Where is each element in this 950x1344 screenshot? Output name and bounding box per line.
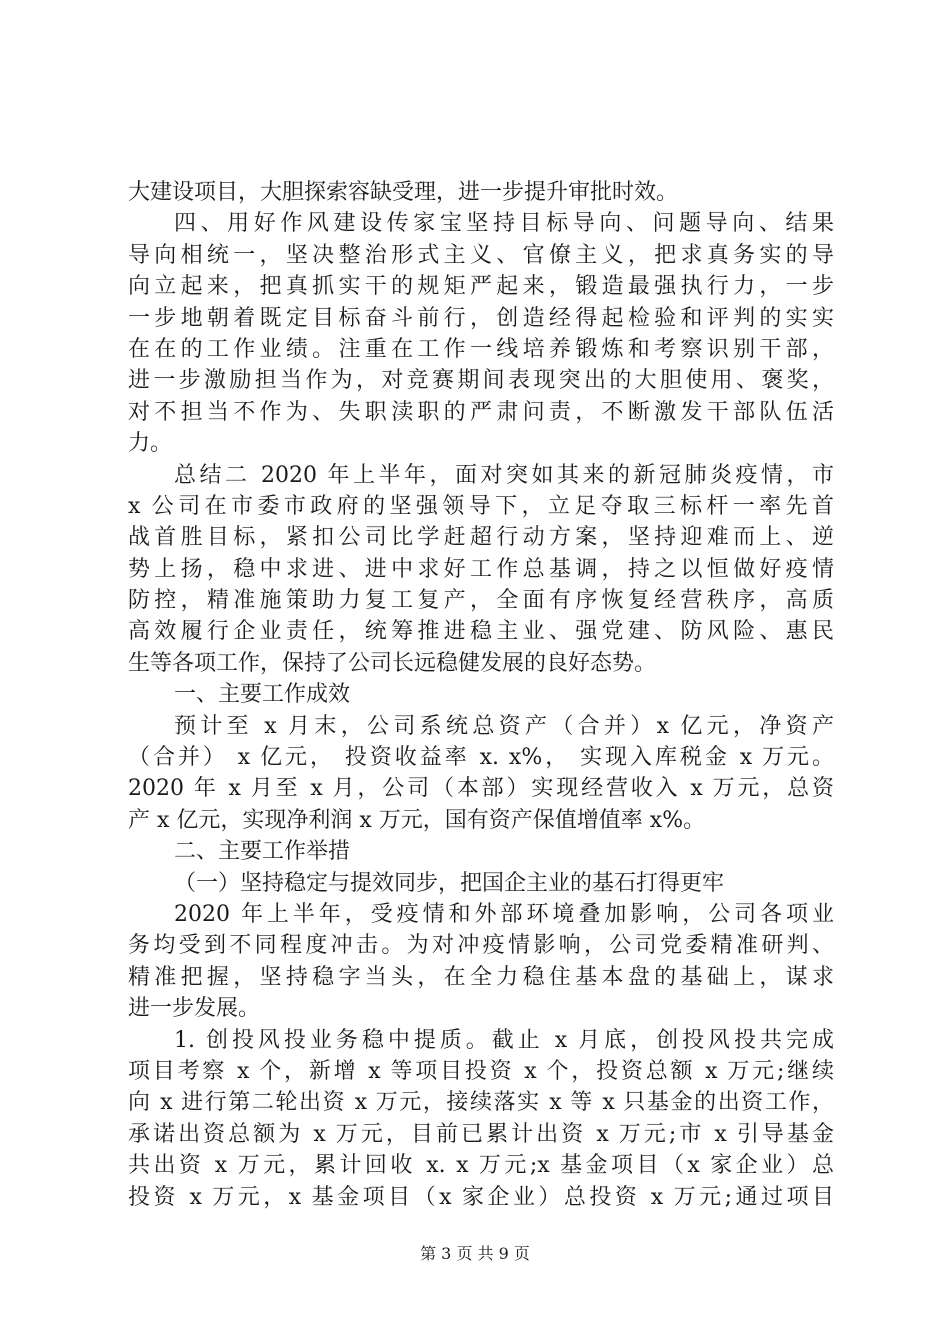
text-line: 高效履行企业责任，统筹推进稳主业、强党建、防风险、惠民 [128, 619, 834, 645]
text-line: 进一步发展。 [128, 996, 261, 1022]
text-line: 进一步激励担当作为，对竞赛期间表现突出的大胆使用、褒奖， [128, 368, 834, 394]
text-line: 战首胜目标，紧扣公司比学赶超行动方案，坚持迎难而上、逆 [128, 525, 834, 551]
text-line: 投资 x 万元，x 基金项目（x 家企业）总投资 x 万元;通过项目 [128, 1184, 834, 1210]
text-line: 总结二 2020 年上半年，面对突如其来的新冠肺炎疫情，市 [174, 462, 834, 488]
text-line: 对不担当不作为、失职渎职的严肃问责，不断激发干部队伍活 [128, 399, 834, 425]
text-line: x 公司在市委市政府的坚强领导下，立足夺取三标杆一率先首 [128, 493, 834, 519]
text-line: 1. 创投风投业务稳中提质。截止 x 月底，创投风投共完成 [174, 1027, 834, 1053]
text-line: 势上扬，稳中求进、进中求好工作总基调，持之以恒做好疫情 [128, 556, 834, 582]
text-line: 2020 年 x 月至 x 月，公司（本部）实现经营收入 x 万元，总资 [128, 776, 834, 802]
text-line: 防控，精准施策助力复工复产，全面有序恢复经营秩序，高质 [128, 588, 834, 614]
text-line: 二、主要工作举措 [174, 839, 351, 865]
text-line: 四、用好作风建设传家宝坚持目标导向、问题导向、结果 [174, 211, 834, 237]
text-line: 预计至 x 月末，公司系统总资产（合并）x 亿元，净资产 [174, 713, 834, 739]
text-line: 共出资 x 万元，累计回收 x. x 万元;x 基金项目（x 家企业）总 [128, 1153, 834, 1179]
text-line: 承诺出资总额为 x 万元，目前已累计出资 x 万元;市 x 引导基金 [128, 1121, 834, 1147]
text-line: 生等各项工作，保持了公司长远稳健发展的良好态势。 [128, 650, 657, 676]
text-line: 力。 [128, 431, 173, 457]
document-body [128, 177, 834, 1213]
text-line: 2020 年上半年，受疫情和外部环境叠加影响，公司各项业 [174, 901, 834, 927]
text-line: 务均受到不同程度冲击。为对冲疫情影响，公司党委精准研判、 [128, 933, 834, 959]
text-line: 导向相统一，坚决整治形式主义、官僚主义，把求真务实的导 [128, 242, 834, 268]
text-line: 向立起来，把真抓实干的规矩严起来，锻造最强执行力，一步 [128, 274, 834, 300]
page-footer: 第 3 页 共 9 页 [420, 1244, 530, 1263]
text-line: 项目考察 x 个，新增 x 等项目投资 x 个，投资总额 x 万元;继续 [128, 1058, 834, 1084]
text-line: 精准把握，坚持稳字当头，在全力稳住基本盘的基础上，谋求 [128, 964, 834, 990]
text-line: 大建设项目，大胆探索容缺受理，进一步提升审批时效。 [128, 180, 679, 205]
text-line: （一）坚持稳定与提效同步，把国企主业的基石打得更牢 [174, 870, 725, 896]
text-line: 产 x 亿元，实现净利润 x 万元，国有资产保值增值率 x%。 [128, 807, 706, 833]
text-line: （合并） x 亿元， 投资收益率 x. x%， 实现入库税金 x 万元。 [128, 745, 834, 771]
text-line: 向 x 进行第二轮出资 x 万元，接续落实 x 等 x 只基金的出资工作， [128, 1090, 834, 1116]
text-line: 在在的工作业绩。注重在工作一线培养锻炼和考察识别干部， [128, 336, 834, 362]
text-line: 一、主要工作成效 [174, 682, 351, 708]
text-line: 一步地朝着既定目标奋斗前行，创造经得起检验和评判的实实 [128, 305, 834, 331]
